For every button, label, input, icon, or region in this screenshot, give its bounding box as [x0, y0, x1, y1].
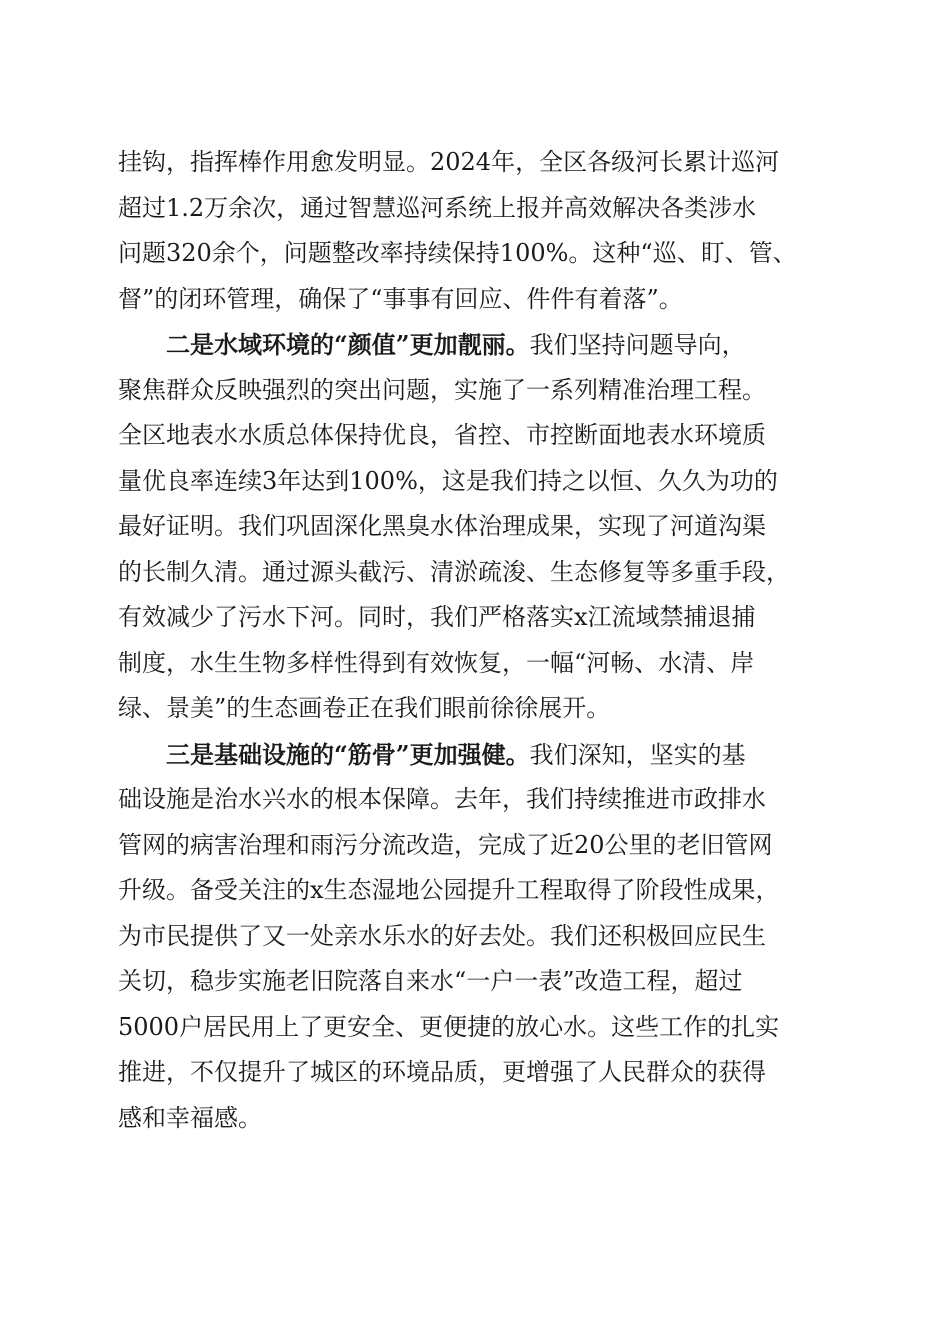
text-line: 管网的病害治理和雨污分流改造，完成了近20公里的老旧管网	[118, 830, 773, 859]
text-line	[118, 322, 848, 368]
paragraph-3	[118, 732, 848, 1142]
text-line: 制度，水生生物多样性得到有效恢复，一幅“河畅、水清、岸	[118, 648, 755, 677]
section-first-rest-3: 我们深知，坚实的基	[529, 740, 746, 769]
text-line: 的长制久清。通过源头截污、清淤疏浚、生态修复等多重手段，	[118, 557, 790, 586]
text-line: 为市民提供了又一处亲水乐水的好去处。我们还积极回应民生	[118, 921, 766, 950]
section-lead-2: 二是水域环境的“颜值”更加靓丽。	[166, 330, 530, 359]
document-body	[118, 140, 848, 1141]
text-line: 全区地表水水质总体保持优良，省控、市控断面地表水环境质	[118, 421, 766, 449]
paragraph-2	[118, 322, 848, 732]
text-line	[118, 732, 848, 778]
text-line: 感和幸福感。	[118, 1103, 262, 1132]
text-line: 升级。备受关注的x生态湿地公园提升工程取得了阶段性成果，	[118, 876, 780, 904]
text-line: 聚焦群众反映强烈的突出问题，实施了一系列精准治理工程。	[118, 375, 766, 404]
text-line: 推进，不仅提升了城区的环境品质，更增强了人民群众的获得	[118, 1058, 766, 1086]
text-line: 量优良率连续3年达到100%，这是我们持之以恒、久久为功的	[118, 466, 778, 495]
text-line: 督”的闭环管理，确保了“事事有回应、件件有着落”。	[118, 284, 683, 313]
text-line: 5000户居民用上了更安全、更便捷的放心水。这些工作的扎实	[118, 1012, 780, 1041]
text-line: 关切，稳步实施老旧院落自来水“一户一表”改造工程，超过	[118, 967, 743, 995]
text-line: 最好证明。我们巩固深化黑臭水体治理成果，实现了河道沟渠	[118, 512, 766, 540]
text-line: 有效减少了污水下河。同时，我们严格落实x江流域禁捕退捕	[118, 603, 756, 631]
text-line: 绿、景美”的生态画卷正在我们眼前徐徐展开。	[118, 694, 611, 722]
section-lead-3: 三是基础设施的“筋骨”更加强健。	[166, 739, 530, 769]
paragraph-1	[118, 140, 848, 322]
text-line: 挂钩，指挥棒作用愈发明显。2024年，全区各级河长累计巡河	[118, 148, 780, 176]
text-line: 超过1.2万余次，通过智慧巡河系统上报并高效解决各类涉水	[118, 193, 757, 222]
section-first-rest-2: 我们坚持问题导向，	[529, 331, 746, 359]
text-line: 础设施是治水兴水的根本保障。去年，我们持续推进市政排水	[118, 785, 766, 813]
text-line: 问题320余个，问题整改率持续保持100%。这种“巡、盯、管、	[118, 239, 797, 267]
